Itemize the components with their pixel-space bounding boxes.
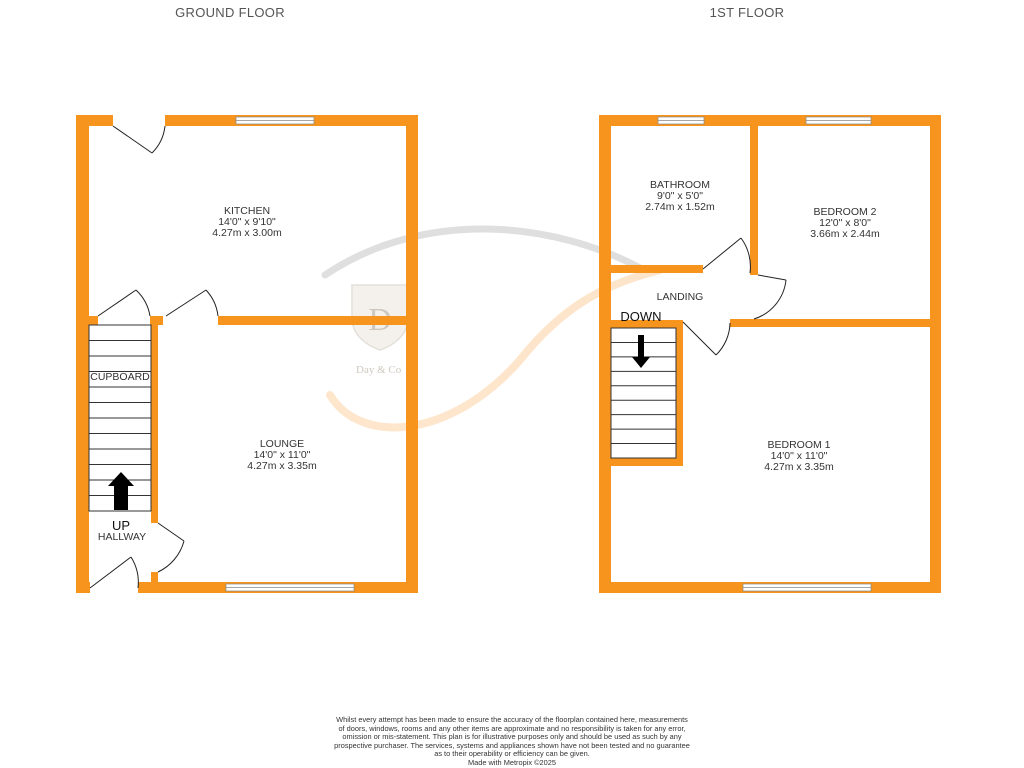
disclaimer-line: omission or mis-statement. This plan is for illustrative purposes only and should be used as such by any <box>342 732 682 742</box>
hallway-name: HALLWAY <box>97 531 147 543</box>
bathroom-name: BATHROOM <box>650 179 710 191</box>
kitchen-metric: 4.27m x 3.00m <box>212 227 282 239</box>
bedroom2-metric: 3.66m x 2.44m <box>810 228 880 240</box>
landing-name: LANDING <box>656 291 704 303</box>
disclaimer-line: as to their operability or efficiency can be given. <box>434 749 590 759</box>
disclaimer <box>322 716 702 768</box>
cupboard-name: CUPBOARD <box>90 371 150 383</box>
bedroom1-name: BEDROOM 1 <box>767 439 831 451</box>
kitchen-name: KITCHEN <box>223 205 271 217</box>
disclaimer-credit: Made with Metropix ©2025 <box>467 757 557 767</box>
lounge-metric: 4.27m x 3.35m <box>247 460 317 472</box>
bedroom1-imperial: 14'0" x 11'0" <box>770 450 828 462</box>
bedroom1-metric: 4.27m x 3.35m <box>764 461 834 473</box>
bedroom2-name: BEDROOM 2 <box>813 206 877 218</box>
disclaimer-line: Whilst every attempt has been made to ensure the accuracy of the floorplan contained here, measurements <box>336 715 688 724</box>
bathroom-metric: 2.74m x 1.52m <box>645 201 715 213</box>
kitchen-imperial: 14'0" x 9'10" <box>218 216 276 228</box>
disclaimer-line: of doors, windows, rooms and any other items are approximate and no responsibility is taken for any error, <box>338 723 686 733</box>
up-arrow-icon <box>108 472 134 510</box>
ground-floor-plan <box>76 115 418 593</box>
down-arrow-icon <box>632 335 650 368</box>
disclaimer-line: prospective purchaser. The services, systems and appliances shown have not been tested and no guarantee <box>334 740 690 750</box>
down-label: DOWN <box>620 309 662 324</box>
first-floor-title: 1ST FLOOR <box>709 5 785 20</box>
first-floor-plan <box>599 115 941 593</box>
lounge-imperial: 14'0" x 11'0" <box>253 449 311 461</box>
ground-floor-title: GROUND FLOOR <box>175 5 285 20</box>
watermark-text: Day & Co <box>356 364 402 376</box>
bathroom-imperial: 9'0" x 5'0" <box>657 190 703 202</box>
ground-floor-windows <box>223 117 354 591</box>
up-label: UP <box>111 518 131 533</box>
lounge-name: LOUNGE <box>259 438 305 450</box>
bedroom2-imperial: 12'0" x 8'0" <box>819 217 871 229</box>
